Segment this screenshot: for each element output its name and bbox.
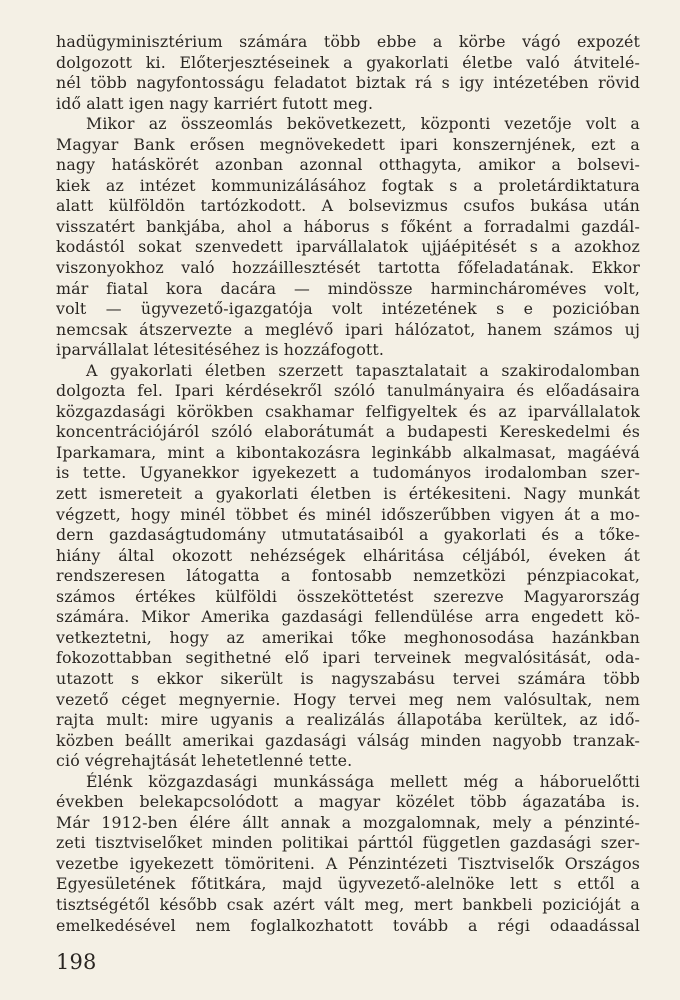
text-line: nemcsak átszervezte a meglévő ipari hálózatot, hanem számos uj <box>56 319 640 339</box>
text-line: A gyakorlati életben szerzett tapasztalatait a szakirodalomban <box>86 360 640 380</box>
text-line: években belekapcsolódott a magyar közélet több ágazatába is. <box>56 792 640 812</box>
text-line: nagy hatáskörét azonban azonnal otthagyta, amikor a bolsevi- <box>56 155 640 175</box>
text-line: számára. Mikor Amerika gazdasági fellendülése arra engedett kö- <box>56 607 640 627</box>
text-line: volt — ügyvezető-igazgatója volt intézetének s e pozicióban <box>56 299 640 319</box>
text-line: Egyesületének főtitkára, majd ügyvezető-alelnöke lett s ettől a <box>56 874 640 894</box>
text-line: rendszeresen látogatta a fontosabb nemzetközi pénzpiacokat, <box>56 566 640 586</box>
text-line: kiek az intézet kommunizálásához fogtak s a proletárdiktatura <box>56 175 640 195</box>
text-line: ció végrehajtását lehetetlenné tette. <box>56 751 353 771</box>
text-line: dolgozta fel. Ipari kérdésekről szóló tanulmányaira és előadásaira <box>56 381 640 401</box>
text-line: hadügyminisztérium számára több ebbe a körbe vágó expozét <box>56 32 640 51</box>
text-line: vetkeztetni, hogy az amerikai tőke meghonosodása hazánkban <box>56 627 640 647</box>
text-line: Élénk közgazdasági munkássága mellett még a háboruelőtti <box>86 771 640 791</box>
text-line: viszonyokhoz való hozzáillesztését tartotta főfeladatának. Ekkor <box>56 258 640 278</box>
text-line: dern gazdaságtudomány utmutatásaiból a gyakorlati és a tőke- <box>56 525 640 545</box>
text-line: zeti tisztviselőket minden politikai párttól független gazdasági szer- <box>56 833 640 853</box>
page-number: 198 <box>56 950 97 974</box>
text-line: Mikor az összeomlás bekövetkezett, központi vezetője volt a <box>86 114 640 134</box>
text-line: idő alatt igen nagy karriért futott meg. <box>56 93 374 113</box>
text-line: vezetbe igyekezett tömöriteni. A Pénzintézeti Tisztviselők Országos <box>56 853 640 873</box>
text-line: alatt külföldön tartózkodott. A bolsevizmus csufos bukása után <box>56 196 640 216</box>
text-line: koncentrációjáról szóló elaborátumát a budapesti Kereskedelmi és <box>56 422 640 442</box>
text-line: Már 1912-ben élére állt annak a mozgalomnak, mely a pénzinté- <box>56 812 640 832</box>
text-line: vezető céget megnyernie. Hogy tervei meg nem valósultak, nem <box>56 689 640 709</box>
text-line: kodástól sokat szenvedett iparvállalatok ujjáépitését s a azokhoz <box>56 237 640 257</box>
body-text <box>56 32 640 936</box>
text-line: hiány által okozott nehézségek elháritása céljából, éveken át <box>56 545 640 565</box>
text-line: számos értékes külföldi összeköttetést szerezve Magyarország <box>56 586 640 606</box>
text-line: Magyar Bank erősen megnövekedett ipari konszernjének, ezt a <box>56 134 640 154</box>
text-line: zett ismereteit a gyakorlati életben is értékesiteni. Nagy munkát <box>56 484 640 504</box>
text-line: visszatért bankjába, ahol a háborus s főként a forradalmi gazdál- <box>56 216 640 236</box>
text-line: is tette. Ugyanekkor igyekezett a tudományos irodalomban szer- <box>56 463 640 483</box>
text-line: közben beállt amerikai gazdasági válság minden nagyobb tranzak- <box>56 730 640 750</box>
text-line: Iparkamara, mint a kibontakozásra leginkább alkalmasat, magáévá <box>56 442 640 462</box>
text-line: dolgozott ki. Előterjesztéseinek a gyakorlati életbe való átvitelé- <box>56 52 640 72</box>
text-line: tisztségétől később csak azért vált meg, mert bankbeli pozicióját a <box>56 894 640 914</box>
text-line: iparvállalat létesitéséhez is hozzáfogott. <box>56 340 385 360</box>
text-line: emelkedésével nem foglalkozhatott tovább a régi odaadással <box>56 915 640 935</box>
text-line: már fiatal kora dacára — mindössze harminchároméves volt, <box>56 278 640 298</box>
text-line: nél több nagyfontosságu feladatot biztak rá s igy intézetében rövid <box>56 73 640 93</box>
text-line: közgazdasági körökben csakhamar felfigyeltek és az iparvállalatok <box>56 401 640 421</box>
text-line: fokozottabban segithetné elő ipari terveinek megvalósitását, oda- <box>56 648 640 668</box>
text-line: utazott s ekkor sikerült is nagyszabásu tervei számára több <box>56 668 640 688</box>
text-line: rajta mult: mire ugyanis a realizálás állapotába kerültek, az idő- <box>56 710 640 730</box>
text-line: végzett, hogy minél többet és minél időszerűbben vigyen át a mo- <box>56 504 640 524</box>
